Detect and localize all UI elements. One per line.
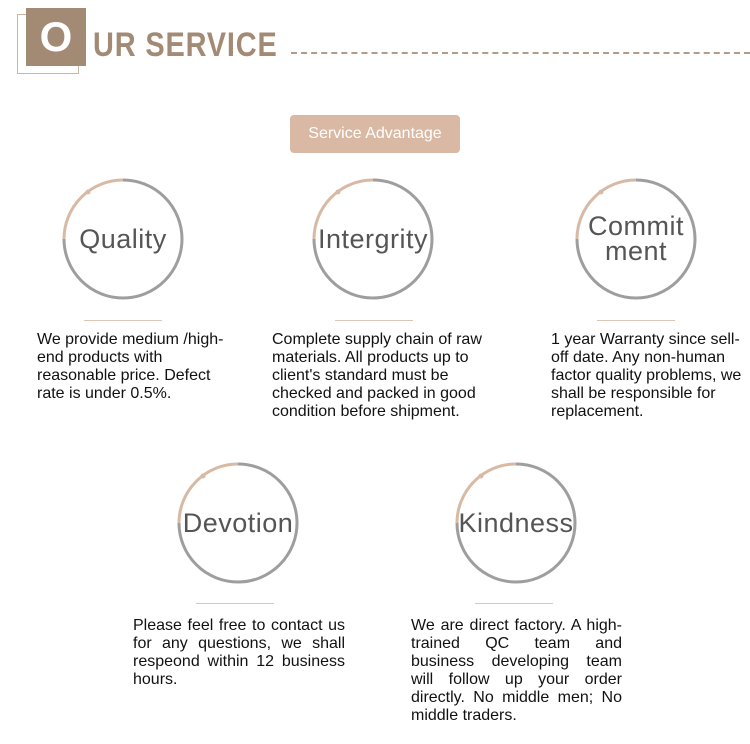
commitment-divider bbox=[597, 320, 675, 321]
kindness-circle bbox=[455, 462, 577, 584]
service-advantage-badge: Service Advantage bbox=[290, 115, 460, 153]
title-initial: O bbox=[26, 8, 86, 66]
integrity-title: Intergrity bbox=[317, 223, 429, 254]
quality-description: We provide medium /high-end products with reasonable price. Defect rate is under 0.5%. bbox=[37, 331, 224, 402]
devotion-circle bbox=[177, 462, 299, 584]
commitment-circle bbox=[575, 178, 697, 300]
devotion-divider bbox=[196, 603, 274, 604]
commitment-title-line2: ment bbox=[604, 236, 668, 266]
devotion-title: Devotion bbox=[182, 507, 294, 538]
quality-divider bbox=[84, 320, 162, 321]
quality-title: Quality bbox=[79, 223, 167, 254]
integrity-description: Complete supply chain of raw materials. All products up to client's standard must be checked and packed in good condition before shipment. bbox=[272, 331, 482, 420]
kindness-title: Kindness bbox=[458, 507, 574, 538]
integrity-circle bbox=[312, 178, 434, 300]
kindness-description: We are direct factory. A high-trained QC team and business developing team will follow up your order directly. No middle men; No middle traders. bbox=[411, 617, 622, 724]
devotion-description: Please feel free to contact us for any questions, we shall respeond within 12 business hours. bbox=[133, 617, 345, 688]
quality-circle bbox=[62, 178, 184, 300]
commitment-description: 1 year Warranty since sell-off date. Any non-human factor quality problems, we shall be responsible for replacement. bbox=[551, 331, 742, 420]
section-title: UR SERVICE bbox=[93, 26, 278, 64]
commitment-title bbox=[575, 178, 697, 300]
section-header bbox=[0, 0, 750, 90]
integrity-divider bbox=[335, 320, 413, 321]
commitment-title-line1: Commit bbox=[588, 211, 684, 241]
kindness-divider bbox=[475, 603, 553, 604]
title-dashed-divider bbox=[291, 52, 750, 54]
